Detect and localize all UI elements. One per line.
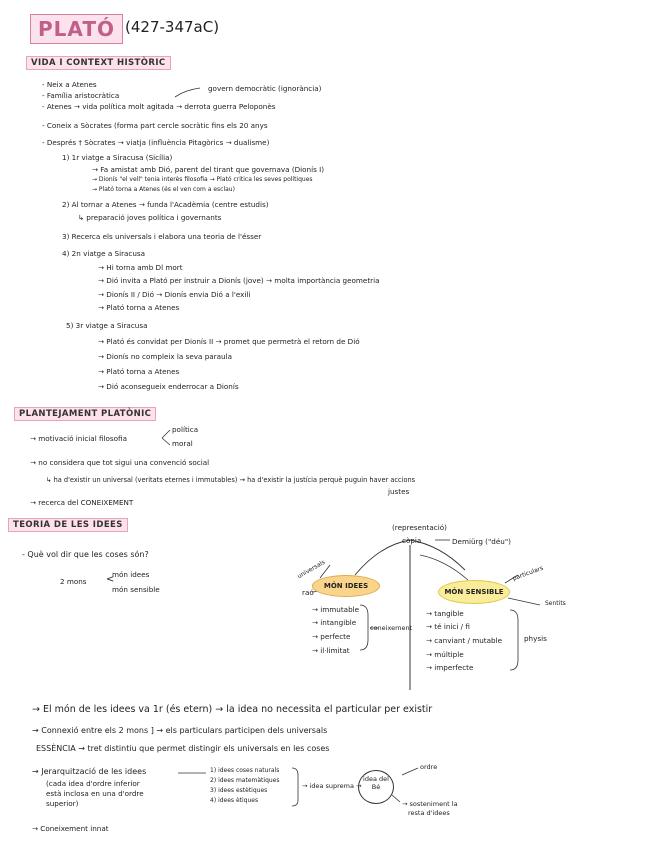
note-line: (cada idea d'ordre inferior	[46, 779, 140, 788]
note-line: 1) idees coses naturals	[210, 767, 280, 774]
note-line: → canviant / mutable	[426, 636, 502, 645]
diagram-label: universals	[296, 558, 327, 581]
note-line: política	[172, 425, 199, 434]
note-line: → Plató és convidat per Dionís II → promet que permetrà el retorn de Dió	[98, 337, 360, 346]
note-line: → té inici / fi	[426, 622, 470, 631]
diagram-label: (representació)	[392, 523, 447, 532]
note-line: → perfecte	[312, 632, 351, 641]
note-line: → Jerarquització de les idees	[32, 767, 147, 776]
section-heading-teoria: TEORIA DE LES IDEES	[8, 518, 128, 532]
oval-mon-sensible: MÓN SENSIBLE	[438, 580, 510, 604]
note-line: ↳ ha d'existir un universal (veritats eternes i immutables) → ha d'existir la justícia perquè puguin haver accions	[46, 476, 416, 484]
note-line: → Hi torna amb Dl mort	[98, 263, 183, 272]
bracket: <	[106, 574, 115, 585]
note-line: - Què vol dir que les coses són?	[22, 550, 149, 559]
note-line: 2) Al tornar a Atenes → funda l'Acadèmia (centre estudis)	[62, 200, 269, 209]
diagram-label: physis	[524, 634, 547, 643]
note-line: 4) 2n viatge a Siracusa	[62, 249, 146, 258]
note-line: → no considera que tot sigui una convenció social	[30, 458, 210, 467]
note-line: - Neix a Atenes	[42, 80, 97, 89]
note-line: → Coneixement innat	[32, 824, 109, 833]
note-line: → motivació inicial filosofia	[30, 434, 127, 443]
note-line: → intangible	[312, 618, 357, 627]
diagram-label: resta d'idees	[408, 809, 450, 817]
note-line: ↳ preparació joves política i governants	[78, 213, 222, 222]
note-line: 2) idees matemàtiques	[210, 777, 280, 784]
note-line: → idea suprema →	[302, 782, 362, 790]
diagram-label: → sosteniment la	[402, 800, 458, 808]
section-heading-plantejament: PLANTEJAMENT PLATÒNIC	[14, 407, 156, 421]
note-line: → El món de les idees va 1r (és etern) → la idea no necessita el particular per existir	[32, 704, 433, 715]
note-line: - Atenes → vida política molt agitada → derrota guerra Peloponès	[42, 102, 276, 111]
note-line: superior)	[46, 799, 79, 808]
note-line: → Plató torna a Atenes	[98, 303, 180, 312]
note-line: → Connexió entre els 2 mons ] → els particulars participen dels universals	[32, 726, 328, 735]
note-line: està inclosa en una d'ordre	[46, 789, 144, 798]
note-line: → Plató torna a Atenes	[98, 367, 180, 376]
note-line: 3) idees estètiques	[210, 787, 268, 794]
note-line: - Família aristocràtica	[42, 91, 120, 100]
diagram-label: coneixement	[370, 624, 413, 632]
note-line: - Coneix a Sòcrates (forma part cercle socràtic fins els 20 anys	[42, 121, 268, 130]
note-line: → Dionís II / Dió → Dionís envia Dió a l'exili	[98, 290, 251, 299]
diagram-label: Sentits	[545, 600, 566, 607]
diagram-label: ordre	[420, 763, 438, 771]
note-line: → il·limitat	[312, 646, 350, 655]
note-line: → Fa amistat amb Dió, parent del tirant que governava (Dionís I)	[92, 165, 325, 174]
note-line: → Dió aconsegueix enderrocar a Dionís	[98, 382, 239, 391]
note-line: moral	[172, 439, 193, 448]
note-line: ESSÈNCIA → tret distintiu que permet distingir els universals en les coses	[36, 744, 330, 753]
diagram-label: còpia	[402, 536, 422, 545]
note-line: → Dió invita a Plató per instruir a Dionís (jove) → molta importància geometria	[98, 276, 380, 285]
title-dates: (427-347aC)	[125, 18, 220, 36]
note-line: 1) 1r viatge a Siracusa (Sicília)	[62, 153, 173, 162]
note-line: justes	[388, 487, 410, 496]
note-line: - Després † Sòcrates → viatja (influència Pitagòrics → dualisme)	[42, 138, 270, 147]
note-line: món idees	[112, 570, 150, 579]
note-line: → Dionís no compleix la seva paraula	[98, 352, 233, 361]
circle-idea-be: idea del Bé	[358, 770, 394, 804]
diagram-label: Demiürg ("déu")	[452, 537, 511, 546]
section-heading-vida: VIDA I CONTEXT HISTÒRIC	[26, 56, 171, 70]
note-line: → immutable	[312, 605, 360, 614]
note-line: món sensible	[112, 585, 160, 594]
note-line: 3) Recerca els universals i elabora una teoria de l'ésser	[62, 232, 262, 241]
note-line: 2 mons	[60, 577, 87, 586]
diagram-label: raó	[302, 588, 314, 597]
oval-mon-idees: MÓN IDEES	[312, 575, 380, 597]
note-line: → imperfecte	[426, 663, 474, 672]
note-line: govern democràtic (ignorància)	[208, 84, 322, 93]
note-line: → Plató torna a Atenes (és el ven com a esclau)	[92, 186, 235, 193]
note-line: 5) 3r viatge a Siracusa	[66, 321, 148, 330]
note-line: → múltiple	[426, 650, 464, 659]
page-title: PLATÓ	[30, 14, 123, 44]
note-line: 4) idees ètiques	[210, 797, 259, 804]
note-line: → recerca del CONEIXEMENT	[30, 498, 134, 507]
note-line: → Dionís "el vell" tenia interès filosofia → Plató critica les seves polítiques	[92, 176, 313, 183]
diagram-label: particulars	[511, 564, 545, 583]
note-line: → tangible	[426, 609, 464, 618]
